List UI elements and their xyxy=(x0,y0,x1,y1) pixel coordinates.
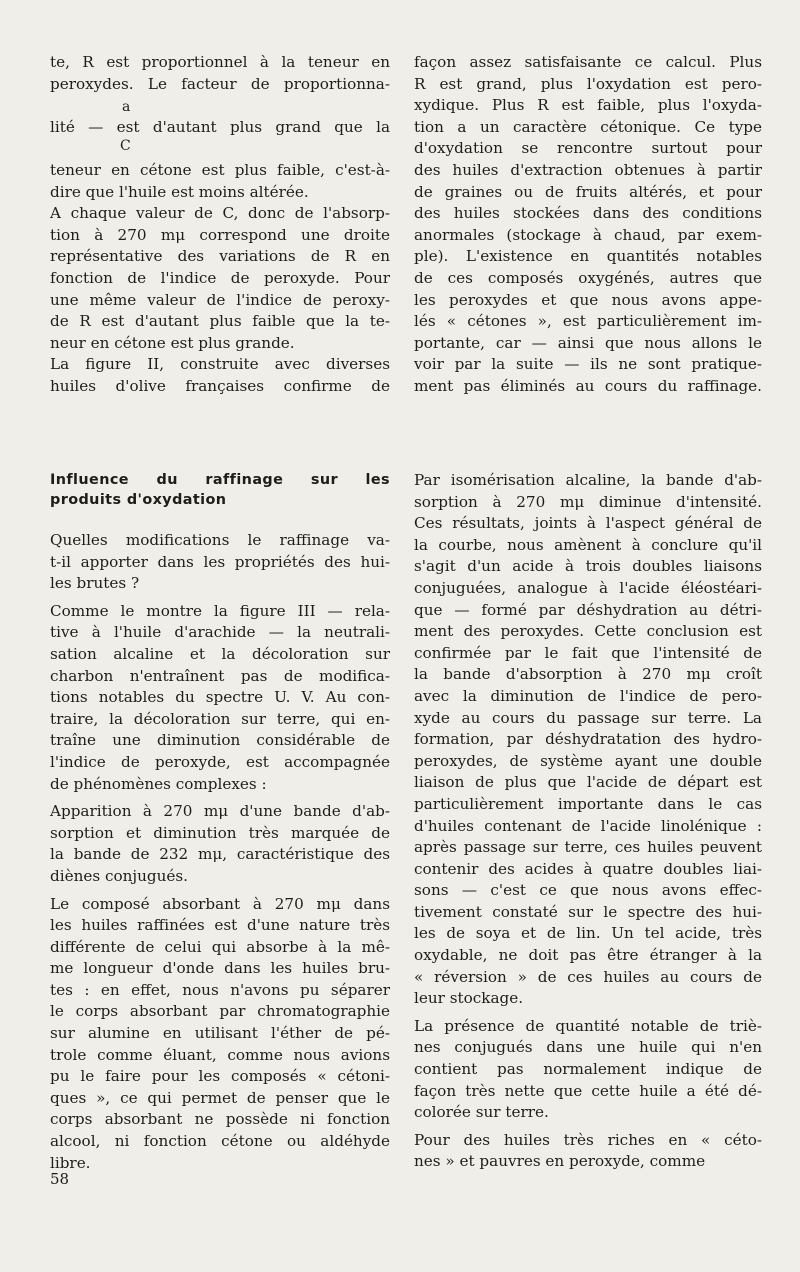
text-line: ment des peroxydes. Cette conclusion est xyxy=(414,622,762,641)
text-line: la bande de 232 mμ, caractéristique des xyxy=(50,845,390,864)
text-line: leur stockage. xyxy=(414,989,524,1008)
text-line: me longueur d'onde dans les huiles bru- xyxy=(50,959,390,978)
text-line: de ces composés oxygénés, autres que xyxy=(414,268,762,287)
text-line: ple). L'existence en quantités notables xyxy=(414,247,762,266)
text-line: que — formé par déshydration au détri- xyxy=(414,600,762,619)
text-line: après passage sur terre, ces huiles peuvent xyxy=(414,838,762,857)
text-line: sation alcaline et la décoloration sur xyxy=(50,644,390,663)
page-number: 58 xyxy=(50,1170,70,1188)
text-line: confirmée par le fait que l'intensité de xyxy=(414,643,762,662)
text-line: ment pas éliminés au cours du raffinage. xyxy=(414,376,762,395)
text-line: tions notables du spectre U. V. Au con- xyxy=(50,688,390,707)
text-line: la courbe, nous amènent à conclure qu'il xyxy=(414,535,762,554)
text-line: Par isomérisation alcaline, la bande d'ab- xyxy=(414,471,762,489)
paragraph xyxy=(414,470,762,1010)
text-line: xydique. Plus R est faible, plus l'oxyda- xyxy=(414,96,762,115)
text-line: façon assez satisfaisante ce calcul. Plus xyxy=(414,53,762,71)
text-line: corps absorbant ne possède ni fonction xyxy=(50,1110,390,1129)
text-line: trole comme éluant, comme nous avions xyxy=(50,1045,390,1064)
paragraph xyxy=(414,1130,762,1173)
left-column-top xyxy=(50,52,390,398)
section-heading-line: Influence du raffinage sur les xyxy=(50,472,390,488)
text-line: sons — c'est ce que nous avons effec- xyxy=(414,881,762,900)
text-line: charbon n'entraînent pas de modifica- xyxy=(50,666,390,685)
text-line: les peroxydes et que nous avons appe- xyxy=(414,290,762,309)
text-line: de phénomènes complexes : xyxy=(50,774,267,793)
text-line: nes » et pauvres en peroxyde, comme xyxy=(414,1152,706,1171)
paragraph xyxy=(50,801,390,887)
text-line: particulièrement importante dans le cas xyxy=(414,794,762,813)
text-line: tes : en effet, nous n'avons pu séparer xyxy=(50,980,390,999)
text-line: dire que l'huile est moins altérée. xyxy=(50,182,309,201)
text-line: Quelles modifications le raffinage va- xyxy=(50,531,390,549)
text-line: différente de celui qui absorbe à la mê- xyxy=(50,937,390,956)
text-line: représentative des variations de R en xyxy=(50,247,390,266)
text-line: La figure II, construite avec diverses xyxy=(50,355,390,374)
text-line: te, R est proportionnel à la teneur en xyxy=(50,53,390,71)
text-line: d'huiles contenant de l'acide linolénique : xyxy=(414,816,762,835)
text-line: liaison de plus que l'acide de départ est xyxy=(414,773,762,792)
text-line: les brutes ? xyxy=(50,574,140,593)
text-line: diènes conjugués. xyxy=(50,866,188,885)
text-line: l'indice de peroxyde, est accompagnée xyxy=(50,752,390,771)
text-line: des huiles d'extraction obtenues à partir xyxy=(414,160,762,179)
text-line: les huiles raffinées est d'une nature très xyxy=(50,916,390,935)
text-line: sorption et diminution très marquée de xyxy=(50,823,390,842)
text-line: libre. xyxy=(50,1153,91,1172)
text-line: de graines ou de fruits altérés, et pour xyxy=(414,182,762,201)
text-line: tion à 270 mμ correspond une droite xyxy=(50,225,390,244)
fraction-denominator: C xyxy=(120,138,131,155)
text-line: voir par la suite — ils ne sont pratique- xyxy=(414,355,762,374)
text-line: lés « cétones », est particulièrement im- xyxy=(414,312,762,331)
text-line: sorption à 270 mμ diminue d'intensité. xyxy=(414,492,762,511)
text-line: contenir des acides à quatre doubles liai- xyxy=(414,859,762,878)
fraction-numerator: a xyxy=(122,99,131,116)
left-column-bottom xyxy=(50,530,390,1180)
paragraph xyxy=(50,601,390,795)
text-line: traire, la décoloration sur terre, qui en- xyxy=(50,709,390,728)
text-line: Ces résultats, joints à l'aspect général de xyxy=(414,514,762,533)
text-line: xyde au cours du passage sur terre. La xyxy=(414,708,762,727)
text-line: d'oxydation se rencontre surtout pour xyxy=(414,139,762,158)
fraction-denominator-row xyxy=(50,138,390,160)
text-line: avec la diminution de l'indice de pero- xyxy=(414,686,762,705)
paragraph xyxy=(414,1016,762,1124)
text-line: nes conjugués dans une huile qui n'en xyxy=(414,1038,762,1057)
text-line: s'agit d'un acide à trois doubles liaisons xyxy=(414,557,762,576)
text-line: La présence de quantité notable de triè- xyxy=(414,1016,762,1035)
right-column-top xyxy=(414,52,762,398)
text-line: peroxydes, de système ayant une double xyxy=(414,751,762,770)
text-line: conjuguées, analogue à l'acide éléostéari- xyxy=(414,578,762,597)
paragraph xyxy=(50,530,390,595)
text-line: Pour des huiles très riches en « céto- xyxy=(414,1130,762,1149)
text-line: huiles d'olive françaises confirme de xyxy=(50,376,390,395)
fraction-numerator-row xyxy=(50,95,390,117)
text-line: fonction de l'indice de peroxyde. Pour xyxy=(50,268,390,287)
text-line: peroxydes. Le facteur de proportionna- xyxy=(50,74,390,93)
text-line: une même valeur de l'indice de peroxy- xyxy=(50,290,390,309)
text-line: Le composé absorbant à 270 mμ dans xyxy=(50,894,390,913)
text-line: neur en cétone est plus grande. xyxy=(50,333,295,352)
text-line: les de soya et de lin. Un tel acide, très xyxy=(414,924,762,943)
text-line: tion a un caractère cétonique. Ce type xyxy=(414,117,762,136)
text-line: Apparition à 270 mμ d'une bande d'ab- xyxy=(50,802,390,821)
text-line: des huiles stockées dans des conditions xyxy=(414,204,762,223)
text-line: sur alumine en utilisant l'éther de pé- xyxy=(50,1024,390,1043)
text-line: tive à l'huile d'arachide — la neutrali- xyxy=(50,623,390,642)
text-line: « réversion » de ces huiles au cours de xyxy=(414,967,762,986)
text-line: le corps absorbant par chromatographie xyxy=(50,1002,390,1021)
text-line: oxydable, ne doit pas être étranger à la xyxy=(414,946,762,965)
text-line: teneur en cétone est plus faible, c'est-à- xyxy=(50,160,390,179)
text-line: colorée sur terre. xyxy=(414,1103,549,1122)
section-heading xyxy=(50,470,390,510)
text-line: façon très nette que cette huile a été dé- xyxy=(414,1081,762,1100)
text-line: contient pas normalement indique de xyxy=(414,1060,762,1079)
text-line: anormales (stockage à chaud, par exem- xyxy=(414,225,762,244)
text-line: R est grand, plus l'oxydation est pero- xyxy=(414,74,762,93)
text-line: ques », ce qui permet de penser que le xyxy=(50,1088,390,1107)
paragraph xyxy=(50,894,390,1175)
text-line: alcool, ni fonction cétone ou aldéhyde xyxy=(50,1132,390,1151)
right-column-bottom xyxy=(414,470,762,1179)
text-line: de R est d'autant plus faible que la te- xyxy=(50,312,390,331)
text-line: pu le faire pour les composés « cétoni- xyxy=(50,1067,390,1086)
text-line: t-il apporter dans les propriétés des hui- xyxy=(50,552,390,571)
text-line: Comme le montre la figure III — rela- xyxy=(50,601,390,620)
section-heading-line: produits d'oxydation xyxy=(50,492,227,508)
text-line: la bande d'absorption à 270 mμ croît xyxy=(414,665,762,684)
text-line: traîne une diminution considérable de xyxy=(50,731,390,750)
text-line: lité — est d'autant plus grand que la xyxy=(50,117,390,136)
text-line: A chaque valeur de C, donc de l'absorp- xyxy=(50,204,390,223)
text-line: formation, par déshydratation des hydro- xyxy=(414,730,762,749)
text-line: portante, car — ainsi que nous allons le xyxy=(414,333,762,352)
text-line: tivement constaté sur le spectre des hui- xyxy=(414,902,762,921)
